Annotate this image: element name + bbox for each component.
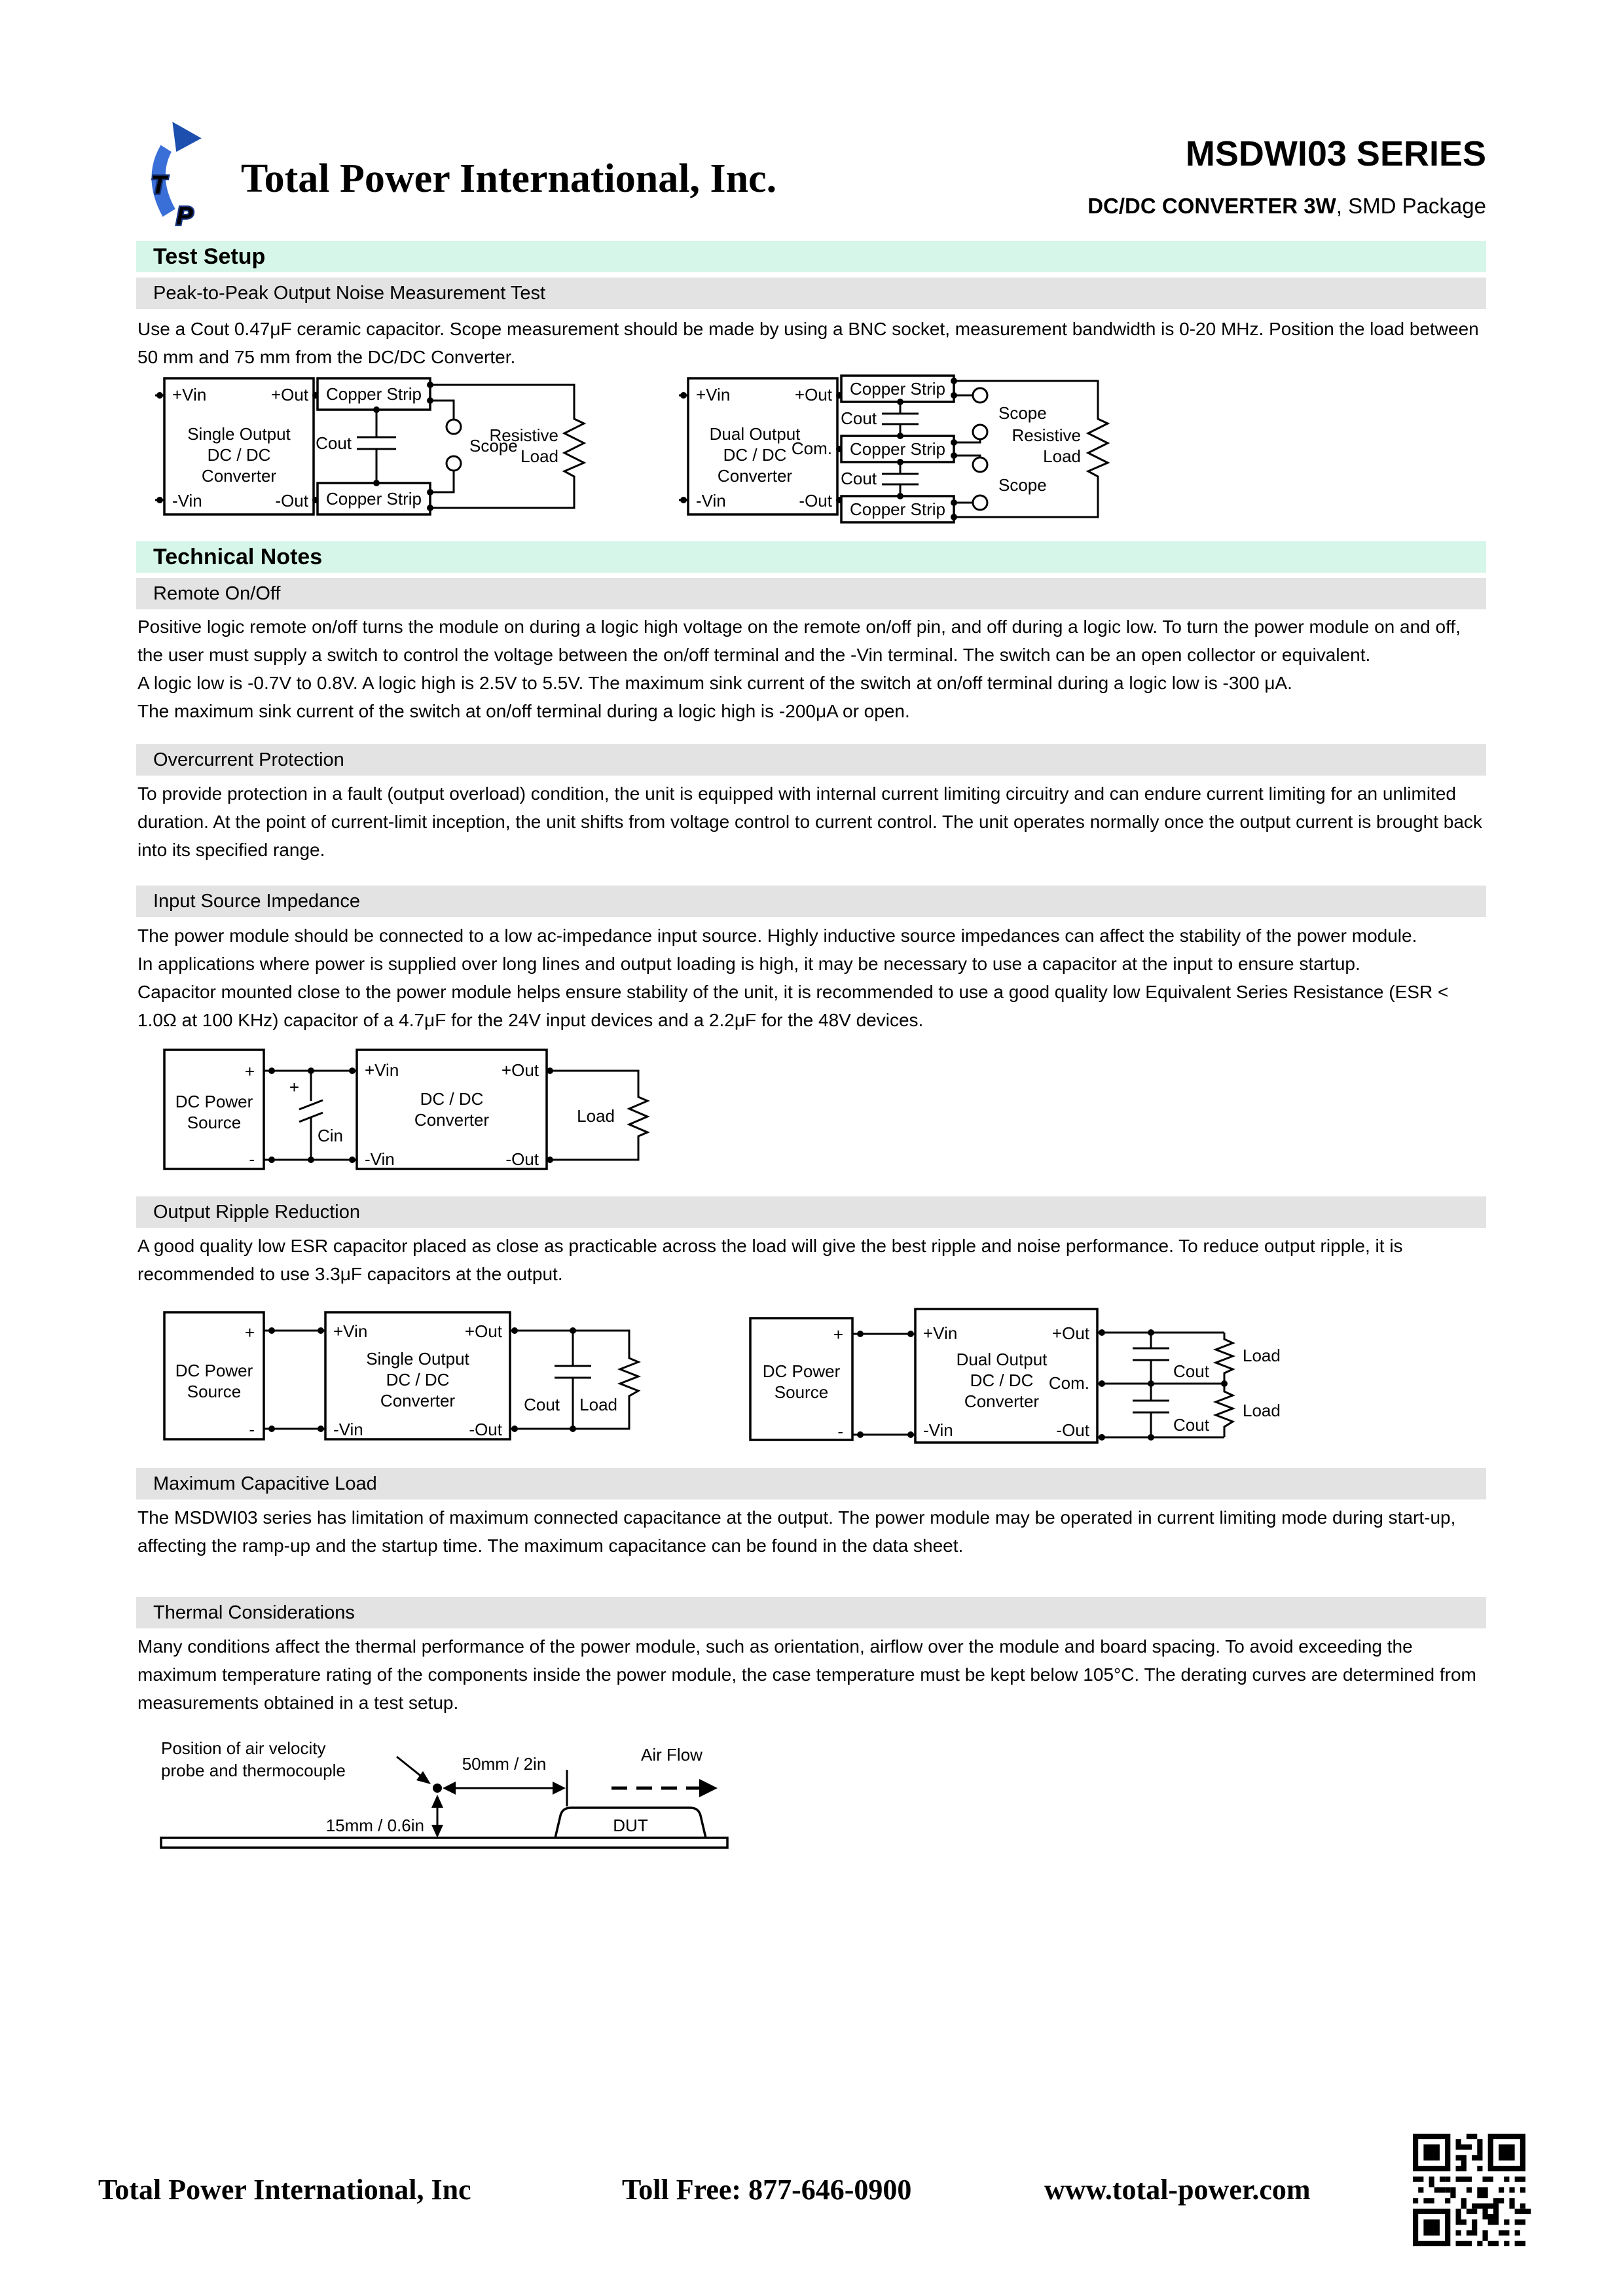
footer-company: Total Power International, Inc [98,2174,471,2206]
svg-text:Scope: Scope [998,403,1047,423]
svg-text:Dual Output: Dual Output [956,1350,1048,1369]
section-header-technical-notes [136,541,1486,573]
svg-text:-Vin: -Vin [333,1420,363,1439]
svg-text:+Vin: +Vin [172,385,207,404]
text-line: 50 mm and 75 mm from the DC/DC Converter. [137,347,516,367]
svg-text:-: - [837,1422,843,1441]
svg-text:Resistive: Resistive [1012,425,1081,445]
company-logo-icon [139,122,236,228]
company-name: Total Power International, Inc. [241,156,777,201]
svg-text:+Out: +Out [270,385,308,404]
svg-text:-Out: -Out [469,1420,502,1439]
text-line: the user must supply a switch to control the voltage between the on/off terminal and the -Vin terminal. The switch can be an open collector or equivalent. [137,645,1371,665]
subsection-title: Thermal Considerations [153,1602,355,1623]
svg-text:+Vin: +Vin [333,1321,368,1341]
product-subtitle-rest: , SMD Package [1336,194,1486,218]
svg-text:-Vin: -Vin [696,491,726,511]
text-line: 1.0Ω at 100 KHz) capacitor of a 4.7μF for the 24V input devices and a 2.2μF for the 48V devices. [137,1010,924,1030]
svg-text:+Out: +Out [501,1060,539,1080]
overcurrent-paragraph [137,780,1482,864]
series-title: MSDWI03 SERIES [1185,134,1486,173]
text-line: The maximum sink current of the switch at on/off terminal during a logic high is -200μA or open. [137,701,910,721]
diagram-output-ripple-dual [740,1304,1281,1451]
logo-letter-t: T [151,171,167,200]
diagram-thermal-test-setup [143,1733,804,1864]
subsection-title: Output Ripple Reduction [153,1201,360,1223]
footer-toll-free: Toll Free: 877-646-0900 [622,2174,912,2206]
svg-text:Cout: Cout [524,1395,560,1414]
svg-text:Converter: Converter [380,1391,456,1410]
svg-text:-: - [249,1149,255,1169]
svg-text:DC / DC: DC / DC [723,445,787,465]
svg-text:Cout: Cout [841,408,877,428]
svg-text:Load: Load [1243,1346,1281,1365]
diagram-single-output-test-setup [154,374,612,524]
svg-text:Position of air velocity: Position of air velocity [161,1738,326,1758]
subsection-output-ripple-reduction [136,1196,1486,1228]
svg-text:Load: Load [577,1106,615,1126]
subsection-title: Maximum Capacitive Load [153,1473,377,1494]
svg-text:Single Output: Single Output [366,1349,469,1369]
svg-text:50mm / 2in: 50mm / 2in [462,1754,547,1774]
svg-text:Cout: Cout [841,469,877,488]
text-line: In applications where power is supplied over long lines and output loading is high, it may be necessary to use a capacitor at the input to ensure startup. [137,954,1360,974]
svg-text:+Out: +Out [464,1321,502,1341]
text-line: measurements obtained in a test setup. [137,1693,459,1713]
svg-text:DC Power: DC Power [762,1361,841,1381]
svg-text:Com.: Com. [1048,1373,1089,1393]
svg-text:+: + [289,1077,299,1097]
svg-text:-Out: -Out [799,491,832,511]
svg-text:DC / DC: DC / DC [207,445,271,465]
svg-text:Copper Strip: Copper Strip [326,384,422,404]
svg-text:Converter: Converter [414,1110,490,1130]
diagram-output-ripple-single [154,1306,678,1446]
text-line: Many conditions affect the thermal performance of the power module, such as orientation, airflow over the module and board spacing. To avoid exceeding the [137,1636,1413,1657]
subsection-title: Peak-to-Peak Output Noise Measurement Test [153,282,546,304]
subsection-maximum-capacitive-load [136,1468,1486,1499]
product-subtitle-bold: DC/DC CONVERTER 3W [1087,194,1336,218]
svg-text:-Vin: -Vin [923,1420,953,1440]
subsection-overcurrent-protection [136,744,1486,776]
subsection-input-source-impedance [136,886,1486,917]
svg-text:-Out: -Out [1056,1420,1089,1440]
text-line: Capacitor mounted close to the power module helps ensure stability of the unit, it is recommended to use a good quality low Equivalent Series Resistance (ESR < [137,982,1449,1002]
svg-text:DC Power: DC Power [175,1092,253,1111]
svg-text:Dual Output: Dual Output [709,424,801,444]
svg-text:Cout: Cout [1173,1415,1209,1435]
remote-on-off-paragraph [137,613,1461,725]
svg-text:Copper Strip: Copper Strip [850,439,945,459]
svg-text:15mm / 0.6in: 15mm / 0.6in [325,1816,424,1835]
svg-text:Load: Load [579,1395,617,1414]
svg-text:Source: Source [774,1382,829,1402]
subsection-title: Input Source Impedance [153,890,360,912]
footer-website: www.total-power.com [1044,2174,1311,2206]
text-line: into its specified range. [137,840,325,860]
svg-text:-Out: -Out [505,1149,539,1169]
svg-text:Source: Source [187,1382,242,1401]
svg-text:+Out: +Out [794,385,832,404]
svg-text:DC / DC: DC / DC [970,1371,1034,1390]
text-line: affecting the ramp-up and the startup time. The maximum capacitance can be found in the data sheet. [137,1535,964,1556]
svg-text:Converter: Converter [717,466,793,486]
subsection-remote-on-off [136,578,1486,609]
svg-text:DC / DC: DC / DC [386,1370,450,1390]
svg-text:Load: Load [1243,1401,1281,1420]
svg-text:-Out: -Out [275,491,308,511]
svg-text:Air Flow: Air Flow [641,1745,702,1765]
svg-text:Load: Load [520,446,558,466]
text-line: A logic low is -0.7V to 0.8V. A logic high is 2.5V to 5.5V. The maximum sink current of the switch at on/off terminal during a logic low is -300 μA. [137,673,1292,693]
svg-text:Copper Strip: Copper Strip [850,379,945,399]
section-title: Technical Notes [153,544,323,569]
svg-text:-Vin: -Vin [365,1149,395,1169]
text-line: To provide protection in a fault (output overload) condition, the unit is equipped with internal current limiting circuitry and can endure current limiting for an unlimited [137,783,1456,804]
svg-text:Cout: Cout [1173,1361,1209,1381]
subsection-peak-to-peak [136,278,1486,309]
svg-text:Com.: Com. [791,439,832,458]
svg-text:Load: Load [1043,446,1081,466]
subsection-thermal-considerations [136,1597,1486,1628]
svg-text:Converter: Converter [201,466,277,486]
svg-text:Cout: Cout [316,433,352,453]
svg-text:Copper Strip: Copper Strip [326,489,422,509]
svg-text:-: - [249,1420,255,1439]
subsection-title: Remote On/Off [153,583,281,604]
text-line: duration. At the point of current-limit inception, the unit shifts from voltage control to current control. The unit operates normally once the output current is brought back [137,812,1482,832]
product-subtitle [1087,194,1486,219]
text-line: maximum temperature rating of the components inside the power module, the case temperature must be kept below 105°C. The derating curves are determined from [137,1664,1476,1685]
text-line: Positive logic remote on/off turns the module on during a logic high voltage on the remote on/off pin, and off during a logic low. To turn the power module on and off, [137,617,1461,637]
svg-text:Scope: Scope [469,436,518,456]
subsection-title: Overcurrent Protection [153,749,344,770]
output-ripple-paragraph [137,1232,1403,1288]
text-line: The MSDWI03 series has limitation of maximum connected capacitance at the output. The power module may be operated in current limiting mode during start-up, [137,1507,1456,1528]
qr-code [1413,2134,1525,2246]
svg-text:+Vin: +Vin [923,1323,958,1343]
text-line: recommended to use 3.3μF capacitors at the output. [137,1264,563,1284]
svg-text:-Vin: -Vin [172,491,202,511]
svg-text:+Vin: +Vin [696,385,731,404]
logo-letter-p: P [176,202,193,230]
section-header-test-setup [136,241,1486,272]
svg-text:Converter: Converter [964,1391,1040,1411]
diagram-dual-output-test-setup [678,374,1136,524]
svg-text:DUT: DUT [613,1816,648,1835]
test-setup-paragraph [137,315,1479,371]
svg-text:+: + [833,1325,843,1344]
max-capacitive-load-paragraph [137,1503,1455,1560]
input-impedance-paragraph [137,922,1448,1034]
svg-text:Scope: Scope [998,475,1047,495]
svg-text:DC Power: DC Power [175,1361,253,1380]
svg-text:Copper Strip: Copper Strip [850,499,945,519]
svg-text:DC / DC: DC / DC [420,1089,484,1109]
svg-text:Resistive: Resistive [489,425,558,445]
section-title: Test Setup [153,243,266,269]
thermal-paragraph [137,1632,1476,1717]
svg-text:Single Output: Single Output [187,424,291,444]
diagram-input-source-impedance [154,1039,671,1180]
text-line: The power module should be connected to a low ac-impedance input source. Highly inductive source impedances can affect the stability of the power module. [137,925,1417,946]
svg-text:+Vin: +Vin [365,1060,399,1080]
text-line: Use a Cout 0.47μF ceramic capacitor. Scope measurement should be made by using a BNC socket, measurement bandwidth is 0-20 MHz. Position the load between [137,319,1479,339]
svg-text:+: + [244,1062,255,1081]
svg-text:Source: Source [187,1113,242,1132]
svg-text:probe and thermocouple: probe and thermocouple [161,1761,346,1780]
text-line: A good quality low ESR capacitor placed as close as practicable across the load will give the best ripple and noise performance. To reduce output ripple, it is [137,1236,1403,1256]
svg-text:+: + [244,1323,255,1342]
svg-text:+Out: +Out [1051,1323,1089,1343]
svg-text:Cin: Cin [318,1126,344,1145]
